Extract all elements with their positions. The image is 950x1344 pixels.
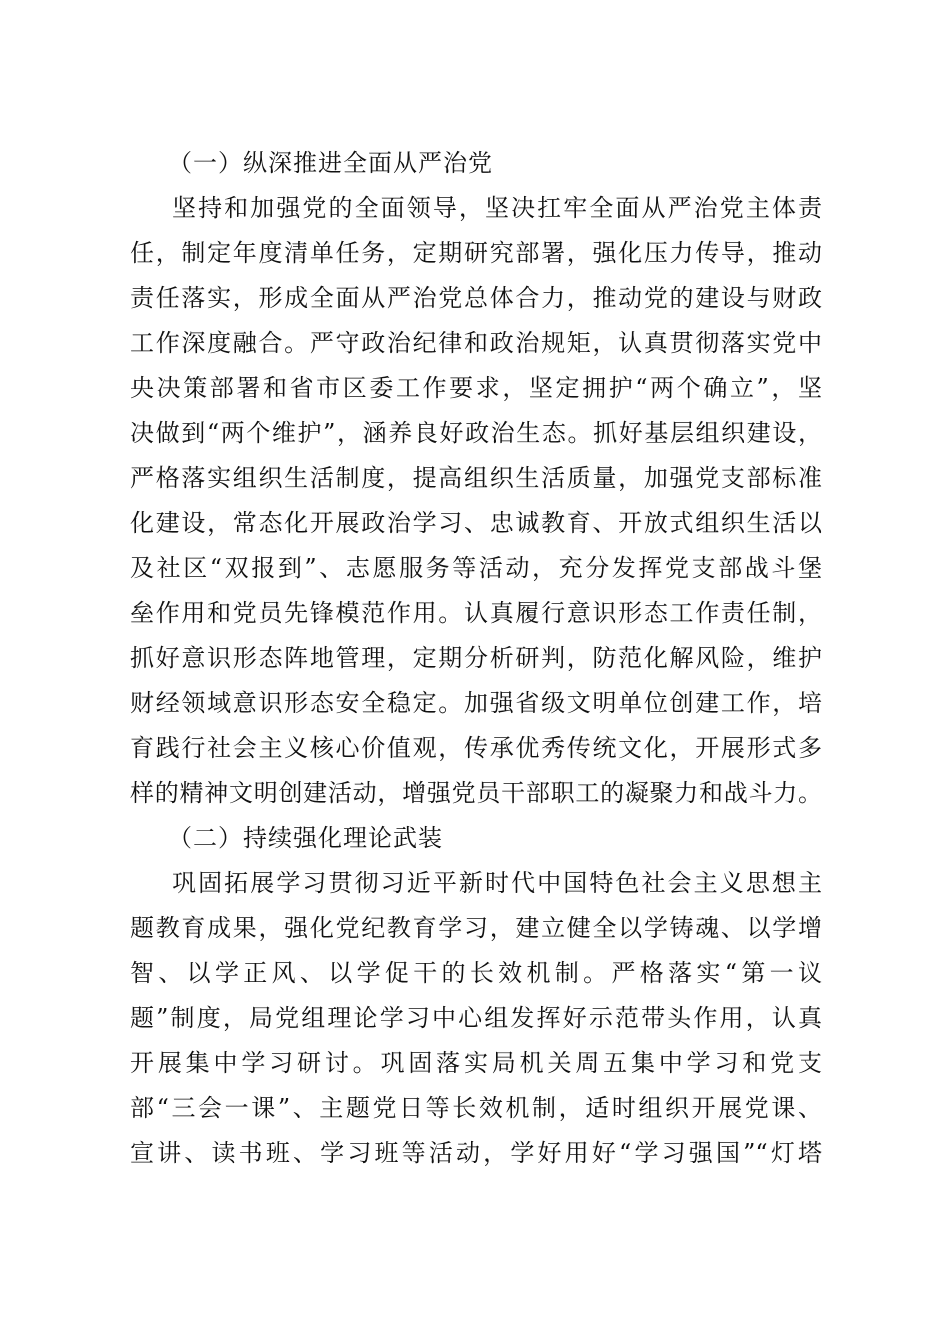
paragraph-line: 题教育成果，强化党纪教育学习，建立健全以学铸魂、以学增 (130, 914, 822, 942)
paragraph-line: 题”制度，局党组理论学习中心组发挥好示范带头作用，认真 (130, 1004, 822, 1032)
paragraph-line: 开展集中学习研讨。巩固落实局机关周五集中学习和党支 (130, 1049, 822, 1077)
section-heading-2: （二）持续强化理论武装 (168, 824, 443, 852)
paragraph-line: 宣讲、读书班、学习班等活动，学好用好“学习强国”“灯塔 (130, 1139, 822, 1167)
paragraph-line: 及社区“双报到”、志愿服务等活动，充分发挥党支部战斗堡 (130, 554, 822, 582)
paragraph-line: 央决策部署和省市区委工作要求，坚定拥护“两个确立”，坚 (130, 374, 822, 402)
paragraph-line: 决做到“两个维护”，涵养良好政治生态。抓好基层组织建设， (130, 419, 822, 447)
document-page (130, 141, 822, 1176)
paragraph-line: 财经领域意识形态安全稳定。加强省级文明单位创建工作，培 (130, 689, 822, 717)
paragraph-line: 垒作用和党员先锋模范作用。认真履行意识形态工作责任制， (130, 599, 822, 627)
paragraph-line: 任，制定年度清单任务，定期研究部署，强化压力传导，推动 (130, 239, 822, 267)
paragraph-line: 智、以学正风、以学促干的长效机制。严格落实“第一议 (130, 959, 822, 987)
paragraph-line: 部“三会一课”、主题党日等长效机制，适时组织开展党课、 (130, 1094, 822, 1122)
paragraph-line: 抓好意识形态阵地管理，定期分析研判，防范化解风险，维护 (130, 644, 822, 672)
section-heading-1: （一）纵深推进全面从严治党 (168, 149, 493, 177)
paragraph-line: 育践行社会主义核心价值观，传承优秀传统文化，开展形式多 (130, 734, 822, 762)
paragraph-line: 样的精神文明创建活动，增强党员干部职工的凝聚力和战斗力。 (130, 779, 822, 807)
section-1-paragraph (130, 186, 822, 816)
section-2-paragraph (130, 861, 822, 1176)
paragraph-line: 责任落实，形成全面从严治党总体合力，推动党的建设与财政 (130, 284, 822, 312)
paragraph-line: 严格落实组织生活制度，提高组织生活质量，加强党支部标准 (130, 464, 822, 492)
paragraph-line: 坚持和加强党的全面领导，坚决扛牢全面从严治党主体责 (172, 194, 822, 222)
paragraph-line: 工作深度融合。严守政治纪律和政治规矩，认真贯彻落实党中 (130, 329, 822, 357)
paragraph-line: 化建设，常态化开展政治学习、忠诚教育、开放式组织生活以 (130, 509, 822, 537)
paragraph-line: 巩固拓展学习贯彻习近平新时代中国特色社会主义思想主 (172, 869, 822, 897)
